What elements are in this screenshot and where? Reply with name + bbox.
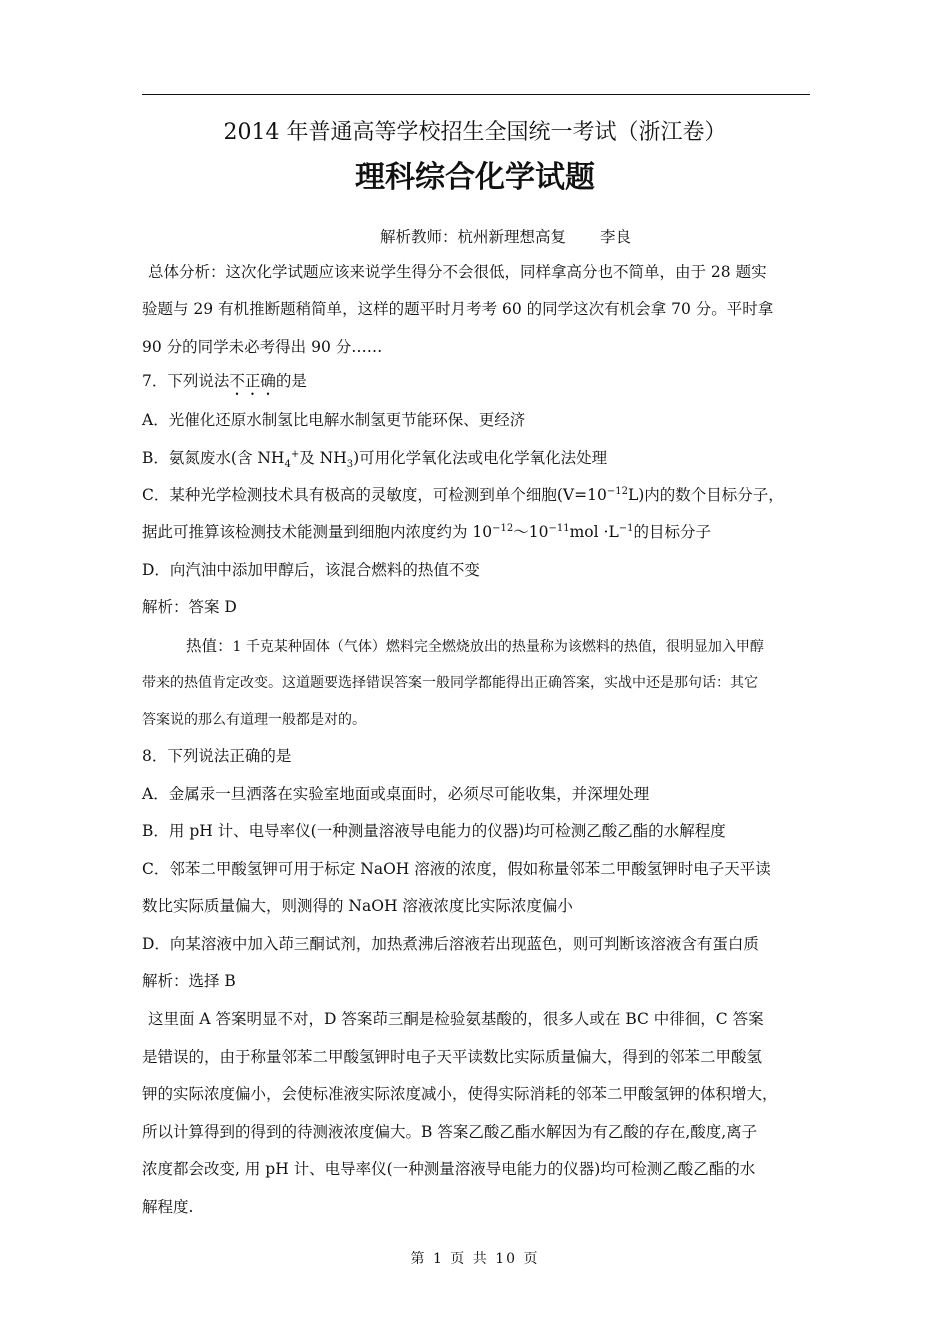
q7-stem-emphasis: 不正确	[229, 372, 276, 390]
q7-expl-head: 热值：	[186, 637, 233, 655]
q7-stem	[142, 371, 307, 399]
q7-expl-text-1: 1 千克某种固体（气体）燃料完全燃烧放出的热量称为该燃料的热值，很明显加入甲醇	[232, 639, 764, 655]
q7-c2-text-1: 据此可推算该检测技术能测量到细胞内浓度约为 10	[142, 523, 493, 541]
q7-b-sub-4: 4	[284, 459, 291, 471]
q8-answer: 解析：选择 B	[142, 972, 236, 990]
q8-explanation-line-6: 解程度.	[142, 1198, 194, 1216]
paper-subtitle: 理科综合化学试题	[355, 160, 595, 195]
q7-option-c-line-1	[142, 485, 784, 505]
q7-b-sup-plus: +	[290, 448, 300, 460]
q8-option-c-line-1: C．邻苯二甲酸氢钾可用于标定 NaOH 溶液的浓度，假如称量邻苯二甲酸氢钾时电子天平读	[142, 860, 771, 878]
q8-stem: 8．下列说法正确的是	[142, 747, 292, 765]
q7-c2-sup-2: −11	[548, 522, 570, 534]
q7-explanation-line-1	[186, 636, 764, 657]
q8-explanation-line-3: 钾的实际浓度偏小，会使标准液实际浓度减小，使得实际消耗的邻苯二甲酸氢钾的体积增大，	[142, 1085, 778, 1103]
q7-answer: 解析：答案 D	[142, 598, 237, 616]
q7-b-text-2: 及 NH	[299, 449, 347, 467]
q7-b-sub-3: 3	[346, 459, 354, 471]
q7-b-text-1: B．氨氮废水(含 NH	[142, 449, 285, 467]
q7-c2-sup-1: −12	[492, 522, 514, 534]
q7-stem-text: 7．下列说法	[142, 372, 230, 390]
q7-c2-text-3: mol ·L	[569, 523, 619, 541]
q8-option-a: A．金属汞一旦洒落在实验室地面或桌面时，必须尽可能收集，并深埋处理	[142, 785, 650, 803]
q8-option-d: D．向某溶液中加入茚三酮试剂，加热煮沸后溶液若出现蓝色，则可判断该溶液含有蛋白质	[142, 935, 759, 953]
q7-explanation-line-3: 答案说的那么有道理一般都是对的。	[142, 712, 366, 728]
q7-option-d: D．向汽油中添加甲醇后，该混合燃料的热值不变	[142, 561, 480, 579]
q8-explanation-line-4: 所以计算得到的得到的待测液浓度偏大。B 答案乙酸乙酯水解因为有乙酸的存在,酸度,离子	[142, 1123, 758, 1141]
q7-c2-sup-3: −1	[618, 522, 634, 534]
q7-explanation-line-2: 带来的热值肯定改变。这道题要选择错误答案一般同学都能得出正确答案，实战中还是那句话：其它	[142, 675, 758, 691]
page-footer: 第 1 页 共 10 页	[410, 1251, 540, 1267]
q8-explanation-line-1: 这里面 A 答案明显不对，D 答案茚三酮是检验氨基酸的，很多人或在 BC 中徘徊，C 答案	[148, 1010, 764, 1028]
q8-explanation-line-2: 是错误的，由于称量邻苯二甲酸氢钾时电子天平读数比实际质量偏大，得到的邻苯二甲酸氢	[142, 1048, 763, 1066]
q7-b-text-3: )可用化学氧化法或电化学氧化法处理	[353, 449, 608, 467]
header-rule	[142, 94, 810, 95]
q7-c2-text-4: 的目标分子	[633, 523, 712, 541]
q7-option-b	[142, 448, 608, 471]
q7-c1-text-2: L)内的数个目标分子，	[627, 486, 784, 504]
q8-option-b: B．用 pH 计、电导率仪(一种测量溶液导电能力的仪器)均可检测乙酸乙酯的水解程度	[142, 822, 726, 840]
q8-option-c-line-2: 数比实际质量偏大，则测得的 NaOH 溶液浓度比实际浓度偏小	[142, 897, 573, 915]
q7-stem-end: 的是	[275, 372, 307, 390]
author-line	[380, 225, 631, 247]
author-label: 解析教师：杭州新理想高复	[380, 228, 567, 246]
intro-line-3: 90 分的同学未必考得出 90 分……	[142, 338, 383, 356]
q7-c2-text-2: ～10	[513, 523, 549, 541]
q7-c1-text-1: C．某种光学检测技术具有极高的灵敏度，可检测到单个细胞(V=10	[142, 486, 607, 504]
author-name: 李良	[600, 228, 632, 246]
intro-line-1: 总体分析：这次化学试题应该来说学生得分不会很低，同样拿高分也不简单，由于 28 题实	[148, 263, 767, 281]
q7-option-a: A．光催化还原水制氢比电解水制氢更节能环保、更经济	[142, 411, 526, 429]
q8-explanation-line-5: 浓度都会改变, 用 pH 计、电导率仪(一种测量溶液导电能力的仪器)均可检测乙酸乙酯的水	[142, 1160, 756, 1178]
q7-option-c-line-2	[142, 522, 711, 542]
intro-line-2: 验题与 29 有机推断题稍简单，这样的题平时月考考 60 的同学这次有机会拿 70 分。平时拿	[142, 300, 774, 318]
q7-c1-sup: −12	[606, 485, 628, 497]
exam-title: 2014 年普通高等学校招生全国统一考试（浙江卷）	[223, 120, 727, 145]
